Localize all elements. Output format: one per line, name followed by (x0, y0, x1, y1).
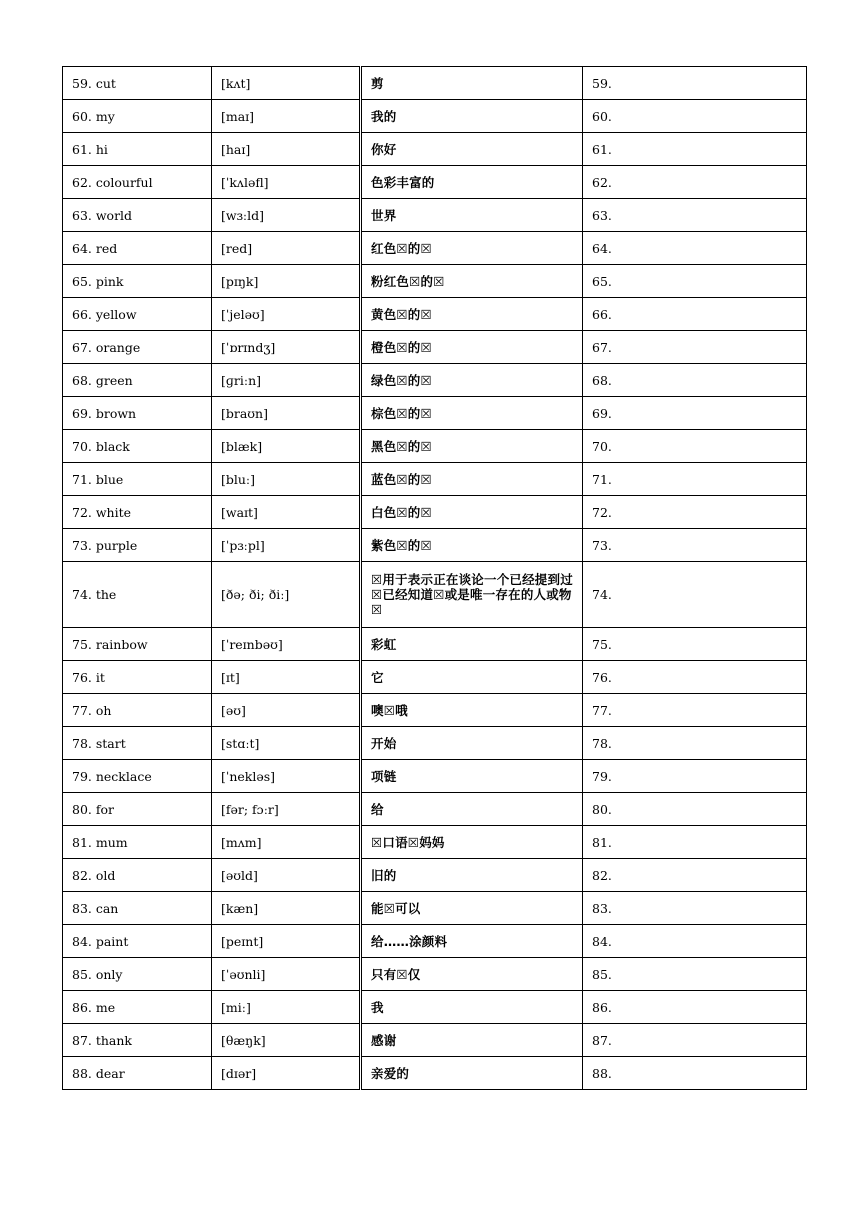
meaning-cell: 棕色☒的☒ (361, 397, 583, 430)
phonetic-cell: [peɪnt] (212, 925, 361, 958)
meaning-cell: 彩虹 (361, 628, 583, 661)
word-cell: 85. only (63, 958, 212, 991)
word-cell: 76. it (63, 661, 212, 694)
meaning-cell: 我的 (361, 100, 583, 133)
answer-blank-cell: 59. (583, 67, 807, 100)
meaning-cell: 紫色☒的☒ (361, 529, 583, 562)
word-cell: 88. dear (63, 1057, 212, 1090)
meaning-cell: 项链 (361, 760, 583, 793)
meaning-cell: 它 (361, 661, 583, 694)
phonetic-cell: [bluː] (212, 463, 361, 496)
phonetic-cell: [miː] (212, 991, 361, 1024)
table-row (63, 265, 807, 298)
table-row (63, 760, 807, 793)
meaning-cell: 红色☒的☒ (361, 232, 583, 265)
table-row (63, 793, 807, 826)
phonetic-cell: [wɜːld] (212, 199, 361, 232)
word-cell: 78. start (63, 727, 212, 760)
word-cell: 63. world (63, 199, 212, 232)
answer-blank-cell: 78. (583, 727, 807, 760)
answer-blank-cell: 71. (583, 463, 807, 496)
meaning-cell: 蓝色☒的☒ (361, 463, 583, 496)
word-cell: 62. colourful (63, 166, 212, 199)
meaning-cell: 黄色☒的☒ (361, 298, 583, 331)
answer-blank-cell: 81. (583, 826, 807, 859)
word-cell: 61. hi (63, 133, 212, 166)
answer-blank-cell: 84. (583, 925, 807, 958)
table-row (63, 826, 807, 859)
word-cell: 60. my (63, 100, 212, 133)
answer-blank-cell: 79. (583, 760, 807, 793)
phonetic-cell: [əʊ] (212, 694, 361, 727)
phonetic-cell: [ˈɒrɪndʒ] (212, 331, 361, 364)
phonetic-cell: [stɑːt] (212, 727, 361, 760)
phonetic-cell: [dɪər] (212, 1057, 361, 1090)
table-row (63, 496, 807, 529)
phonetic-cell: [ðə; ði; ðiː] (212, 562, 361, 628)
meaning-cell: 噢☒哦 (361, 694, 583, 727)
word-cell: 71. blue (63, 463, 212, 496)
meaning-cell: 给……涂颜料 (361, 925, 583, 958)
word-cell: 83. can (63, 892, 212, 925)
meaning-cell: 粉红色☒的☒ (361, 265, 583, 298)
answer-blank-cell: 77. (583, 694, 807, 727)
table-row (63, 364, 807, 397)
meaning-cell: 你好 (361, 133, 583, 166)
word-cell: 74. the (63, 562, 212, 628)
table-row (63, 100, 807, 133)
table-row (63, 562, 807, 628)
table-row (63, 463, 807, 496)
meaning-cell: 亲爱的 (361, 1057, 583, 1090)
word-cell: 64. red (63, 232, 212, 265)
phonetic-cell: [kʌt] (212, 67, 361, 100)
answer-blank-cell: 62. (583, 166, 807, 199)
phonetic-cell: [ˈəʊnli] (212, 958, 361, 991)
answer-blank-cell: 83. (583, 892, 807, 925)
answer-blank-cell: 80. (583, 793, 807, 826)
phonetic-cell: [maɪ] (212, 100, 361, 133)
table-row (63, 1057, 807, 1090)
meaning-cell: ☒用于表示正在谈论一个已经提到过☒已经知道☒或是唯一存在的人或物☒ (361, 562, 583, 628)
phonetic-cell: [ˈreɪnbəʊ] (212, 628, 361, 661)
phonetic-cell: [ˈjeləʊ] (212, 298, 361, 331)
table-row (63, 991, 807, 1024)
table-row (63, 133, 807, 166)
word-cell: 87. thank (63, 1024, 212, 1057)
meaning-cell: 色彩丰富的 (361, 166, 583, 199)
meaning-cell: 旧的 (361, 859, 583, 892)
phonetic-cell: [ˈpɜːpl] (212, 529, 361, 562)
table-row (63, 397, 807, 430)
table-row (63, 958, 807, 991)
meaning-cell: 绿色☒的☒ (361, 364, 583, 397)
phonetic-cell: [əʊld] (212, 859, 361, 892)
answer-blank-cell: 67. (583, 331, 807, 364)
word-cell: 80. for (63, 793, 212, 826)
word-cell: 68. green (63, 364, 212, 397)
phonetic-cell: [waɪt] (212, 496, 361, 529)
word-cell: 73. purple (63, 529, 212, 562)
answer-blank-cell: 66. (583, 298, 807, 331)
meaning-cell: 我 (361, 991, 583, 1024)
phonetic-cell: [blæk] (212, 430, 361, 463)
answer-blank-cell: 87. (583, 1024, 807, 1057)
meaning-cell: 感谢 (361, 1024, 583, 1057)
table-row (63, 859, 807, 892)
phonetic-cell: [ˈkʌləfl] (212, 166, 361, 199)
phonetic-cell: [fər; fɔːr] (212, 793, 361, 826)
word-cell: 84. paint (63, 925, 212, 958)
meaning-cell: ☒口语☒妈妈 (361, 826, 583, 859)
meaning-cell: 白色☒的☒ (361, 496, 583, 529)
answer-blank-cell: 60. (583, 100, 807, 133)
answer-blank-cell: 65. (583, 265, 807, 298)
word-cell: 65. pink (63, 265, 212, 298)
meaning-cell: 黑色☒的☒ (361, 430, 583, 463)
word-cell: 67. orange (63, 331, 212, 364)
answer-blank-cell: 73. (583, 529, 807, 562)
meaning-cell: 橙色☒的☒ (361, 331, 583, 364)
answer-blank-cell: 64. (583, 232, 807, 265)
word-cell: 79. necklace (63, 760, 212, 793)
word-cell: 77. oh (63, 694, 212, 727)
meaning-cell: 剪 (361, 67, 583, 100)
table-row (63, 1024, 807, 1057)
word-cell: 81. mum (63, 826, 212, 859)
answer-blank-cell: 68. (583, 364, 807, 397)
table-row (63, 529, 807, 562)
meaning-cell: 世界 (361, 199, 583, 232)
answer-blank-cell: 86. (583, 991, 807, 1024)
table-row (63, 727, 807, 760)
meaning-cell: 能☒可以 (361, 892, 583, 925)
word-cell: 75. rainbow (63, 628, 212, 661)
word-cell: 82. old (63, 859, 212, 892)
phonetic-cell: [ɡriːn] (212, 364, 361, 397)
answer-blank-cell: 63. (583, 199, 807, 232)
table-row (63, 694, 807, 727)
meaning-cell: 开始 (361, 727, 583, 760)
table-row (63, 166, 807, 199)
table-row (63, 199, 807, 232)
word-cell: 86. me (63, 991, 212, 1024)
vocabulary-table-body (63, 67, 807, 1090)
vocabulary-table (62, 66, 807, 1090)
phonetic-cell: [pɪŋk] (212, 265, 361, 298)
answer-blank-cell: 74. (583, 562, 807, 628)
meaning-cell: 给 (361, 793, 583, 826)
meaning-cell: 只有☒仅 (361, 958, 583, 991)
phonetic-cell: [mʌm] (212, 826, 361, 859)
phonetic-cell: [θæŋk] (212, 1024, 361, 1057)
table-row (63, 67, 807, 100)
answer-blank-cell: 69. (583, 397, 807, 430)
table-row (63, 628, 807, 661)
table-row (63, 430, 807, 463)
answer-blank-cell: 75. (583, 628, 807, 661)
word-cell: 66. yellow (63, 298, 212, 331)
table-row (63, 925, 807, 958)
answer-blank-cell: 76. (583, 661, 807, 694)
table-row (63, 331, 807, 364)
phonetic-cell: [haɪ] (212, 133, 361, 166)
word-cell: 72. white (63, 496, 212, 529)
table-row (63, 661, 807, 694)
phonetic-cell: [ɪt] (212, 661, 361, 694)
answer-blank-cell: 88. (583, 1057, 807, 1090)
phonetic-cell: [ˈnekləs] (212, 760, 361, 793)
phonetic-cell: [kæn] (212, 892, 361, 925)
table-row (63, 892, 807, 925)
word-cell: 70. black (63, 430, 212, 463)
answer-blank-cell: 61. (583, 133, 807, 166)
answer-blank-cell: 72. (583, 496, 807, 529)
answer-blank-cell: 70. (583, 430, 807, 463)
table-row (63, 232, 807, 265)
word-cell: 69. brown (63, 397, 212, 430)
answer-blank-cell: 85. (583, 958, 807, 991)
answer-blank-cell: 82. (583, 859, 807, 892)
table-row (63, 298, 807, 331)
word-cell: 59. cut (63, 67, 212, 100)
phonetic-cell: [red] (212, 232, 361, 265)
phonetic-cell: [braʊn] (212, 397, 361, 430)
